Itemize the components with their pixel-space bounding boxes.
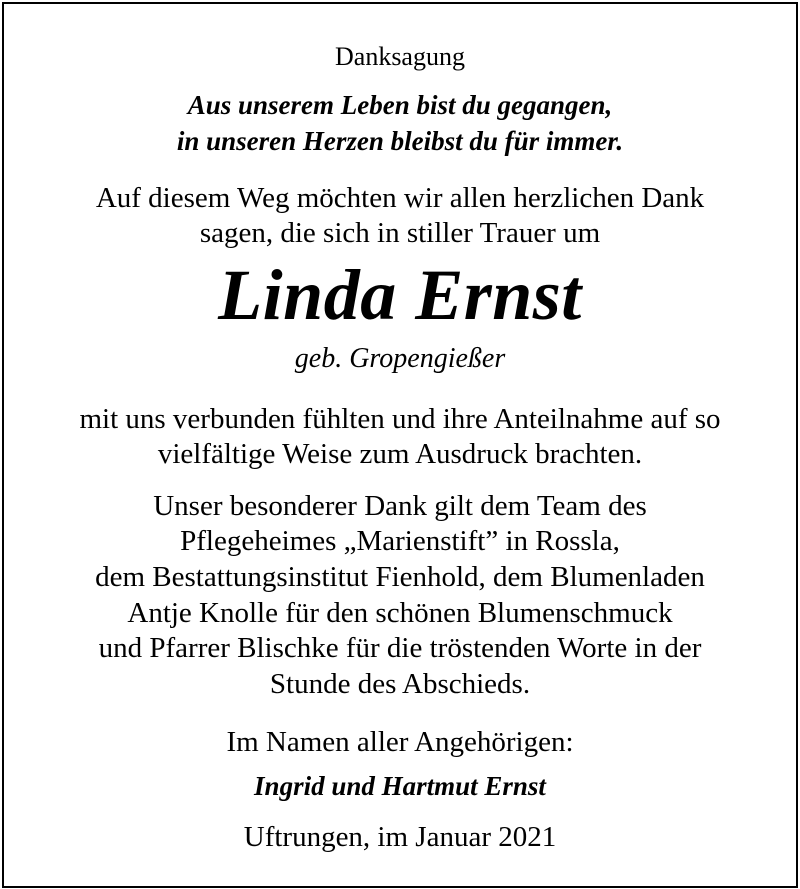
motto-line-1: Aus unserem Leben bist du gegangen, — [187, 90, 613, 120]
intro-line-1: Auf diesem Weg möchten wir allen herzlichen Dank — [95, 182, 705, 214]
continuation-line-1: mit uns verbunden fühlten und ihre Anteilnahme auf so — [79, 403, 721, 435]
motto-line-2: in unseren Herzen bleibst du für immer. — [176, 126, 624, 156]
deceased-name: Linda Ernst — [218, 255, 582, 335]
notice-title: Danksagung — [335, 42, 465, 71]
signoff-text: Im Namen aller Angehörigen: — [226, 726, 574, 758]
continuation-line-2: vielfältige Weise zum Ausdruck brachten. — [157, 438, 643, 470]
thanks-line-3: dem Bestattungsinstitut Fienhold, dem Blumenladen — [95, 561, 705, 593]
notice-frame — [2, 2, 798, 888]
thanks-line-6: Stunde des Abschieds. — [269, 668, 531, 700]
thanks-line-4: Antje Knolle für den schönen Blumenschmuck — [127, 597, 673, 629]
thanks-line-1: Unser besonderer Dank gilt dem Team des — [153, 490, 647, 522]
thanks-line-2: Pflegeheimes „Marienstift” in Rossla, — [180, 525, 620, 557]
place-date: Uftrungen, im Januar 2021 — [243, 821, 557, 853]
thanks-line-5: und Pfarrer Blischke für die tröstenden Worte in der — [98, 632, 702, 664]
intro-line-2: sagen, die sich in stiller Trauer um — [199, 217, 601, 249]
signers-names: Ingrid und Hartmut Ernst — [254, 771, 546, 801]
birth-name: geb. Gropengießer — [294, 343, 506, 374]
